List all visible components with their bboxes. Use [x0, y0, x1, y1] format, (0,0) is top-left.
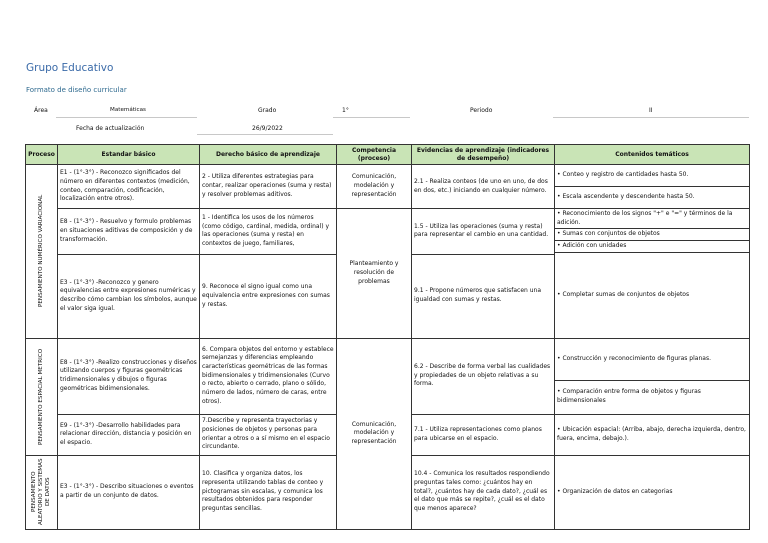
- evidence-cell: 1.5 - Utiliza las operaciones (suma y resta) para representar el cambio en una cantidad.: [412, 209, 555, 255]
- standard-cell: E3 - (1°-3°) - Describo situaciones o eventos a partir de un conjunto de datos.: [58, 455, 200, 529]
- evidence-cell: 7.1 - Utiliza representaciones como planos para ubicarse en el espacio.: [412, 414, 555, 455]
- dba-cell: 1 - Identifica los usos de los números (como código, cardinal, medida, ordinal) y las operaciones (suma y resta) en contextos de juego, familiares,: [200, 209, 337, 255]
- period-label: Periodo: [470, 107, 493, 114]
- area-underline: [56, 117, 197, 118]
- format-subtitle: Formato de diseño curricular: [26, 86, 127, 94]
- curriculum-table: [25, 144, 750, 530]
- header-dba: Derecho básico de aprendizaje: [200, 145, 337, 165]
- theme-cell: • Conteo y registro de cantidades hasta 50.: [555, 165, 750, 187]
- theme-cell: • Ubicación espacial: (Arriba, abajo, derecha izquierda, dentro, fuera, encima, debajo.).: [555, 414, 750, 455]
- header-competence: Competencia (proceso): [337, 145, 412, 165]
- grade-underline: [333, 117, 410, 118]
- standard-cell: E9 - (1°-3°) -Desarrollo habilidades para relacionar dirección, distancia y posición en el espacio.: [58, 414, 200, 455]
- competence-cell: Comunicación, modelación y representación: [337, 338, 412, 529]
- group-title: Grupo Educativo: [26, 62, 114, 74]
- header-row: [26, 145, 750, 165]
- evidence-cell: 9.1 - Propone números que satisfacen una igualdad con sumas y restas.: [412, 254, 555, 338]
- update-date-label: Fecha de actualización: [76, 125, 145, 132]
- period-underline: [553, 117, 749, 118]
- standard-cell: E1 - (1°-3°) - Reconozco significados del número en diferentes contextos (medición, conteo, comparación, codificación, localización entre otros).: [58, 165, 200, 209]
- header-themes: Contenidos temáticos: [555, 145, 750, 165]
- area-value: Matemáticas: [110, 107, 146, 113]
- theme-cell: • Escala ascendente y descendente hasta 50.: [555, 187, 750, 209]
- theme-cell: • Reconocimiento de los signos "+" e "=" y términos de la adición.: [555, 209, 750, 229]
- period-value: II: [649, 107, 653, 114]
- dba-cell: 7.Describe y representa trayectorias y posiciones de objetos y personas para orientar a otros o a sí mismo en el espacio circundante.: [200, 414, 337, 455]
- table-row: [26, 165, 750, 187]
- area-label: Área: [34, 107, 48, 114]
- theme-cell: • Sumas con conjuntos de objetos: [555, 229, 750, 241]
- standard-cell: E8 - (1°-3°) -Realizo construcciones y diseños utilizando cuerpos y figuras geométricas tridimensionales y dibujos o figuras geométricas bidimensionales.: [58, 338, 200, 414]
- theme-cell: • Comparación entre forma de objetos y figuras bidimensionales: [555, 380, 750, 414]
- theme-cell: • Construcción y reconocimiento de figuras planas.: [555, 338, 750, 380]
- grade-label: Grado: [258, 107, 277, 114]
- update-date-underline: [197, 134, 333, 135]
- header-process: Proceso: [26, 145, 58, 165]
- standard-cell: E3 - (1°-3°) -Reconozco y genero equivalencias entre expresiones numéricas y describo cómo cambian los símbolos, aunque el valor siga igual.: [58, 254, 200, 338]
- dba-cell: 10. Clasifica y organiza datos, los representa utilizando tablas de conteo y pictogramas sin escalas, y comunica los resultados obtenidos para responder preguntas sencillas.: [200, 455, 337, 529]
- dba-cell: 6. Compara objetos del entorno y establece semejanzas y diferencias empleando características geométricas de las formas bidimensionales y tridimensionales (Curvo o recto, abierto o cerrado, plano o sólido, número de lados, número de caras, entre otros).: [200, 338, 337, 414]
- header-evidence: Evidencias de aprendizaje (indicadores de desempeño): [412, 145, 555, 165]
- dba-cell: 2 - Utiliza diferentes estrategias para contar, realizar operaciones (suma y resta) y resolver problemas aditivos.: [200, 165, 337, 209]
- dba-cell: 9. Reconoce el signo igual como una equivalencia entre expresiones con sumas y restas.: [200, 254, 337, 338]
- competence-cell: Planteamiento y resolución de problemas: [337, 209, 412, 339]
- process-data: PENSAMIENTO ALEATORIO Y SISTEMAS DE DATOS: [26, 455, 58, 529]
- evidence-cell: 10.4 - Comunica los resultados respondiendo preguntas tales como: ¿cuántos hay en total?, ¿cuántos hay de cada dato?, ¿cuál es el dato que más se repite?, ¿cuál es el dato que menos aparece?: [412, 455, 555, 529]
- theme-cell: • Completar sumas de conjuntos de objetos: [555, 252, 750, 338]
- evidence-cell: 2.1 - Realiza conteos (de uno en uno, de dos en dos, etc.) iniciando en cualquier número.: [412, 165, 555, 209]
- table-row: [26, 338, 750, 380]
- grade-value: 1°: [342, 107, 349, 114]
- process-numeric: PENSAMIENTO NUMÉRICO VARIACIONAL: [26, 165, 58, 339]
- process-spatial: PENSAMIENTO ESPACIAL METRICO: [26, 338, 58, 455]
- theme-cell: • Organización de datos en categorias: [555, 455, 750, 529]
- competence-cell: Comunicación, modelación y representación: [337, 165, 412, 209]
- update-date-value: 26/9/2022: [252, 125, 283, 132]
- header-standard: Estandar básico: [58, 145, 200, 165]
- evidence-cell: 6.2 - Describe de forma verbal las cualidades y propiedades de un objeto relativas a su forma.: [412, 338, 555, 414]
- table-row: [26, 209, 750, 229]
- theme-cell: • Adición con unidades: [555, 241, 750, 253]
- standard-cell: E8 - (1°-3°) - Resuelvo y formulo problemas en situaciones aditivas de composición y de transformación.: [58, 209, 200, 255]
